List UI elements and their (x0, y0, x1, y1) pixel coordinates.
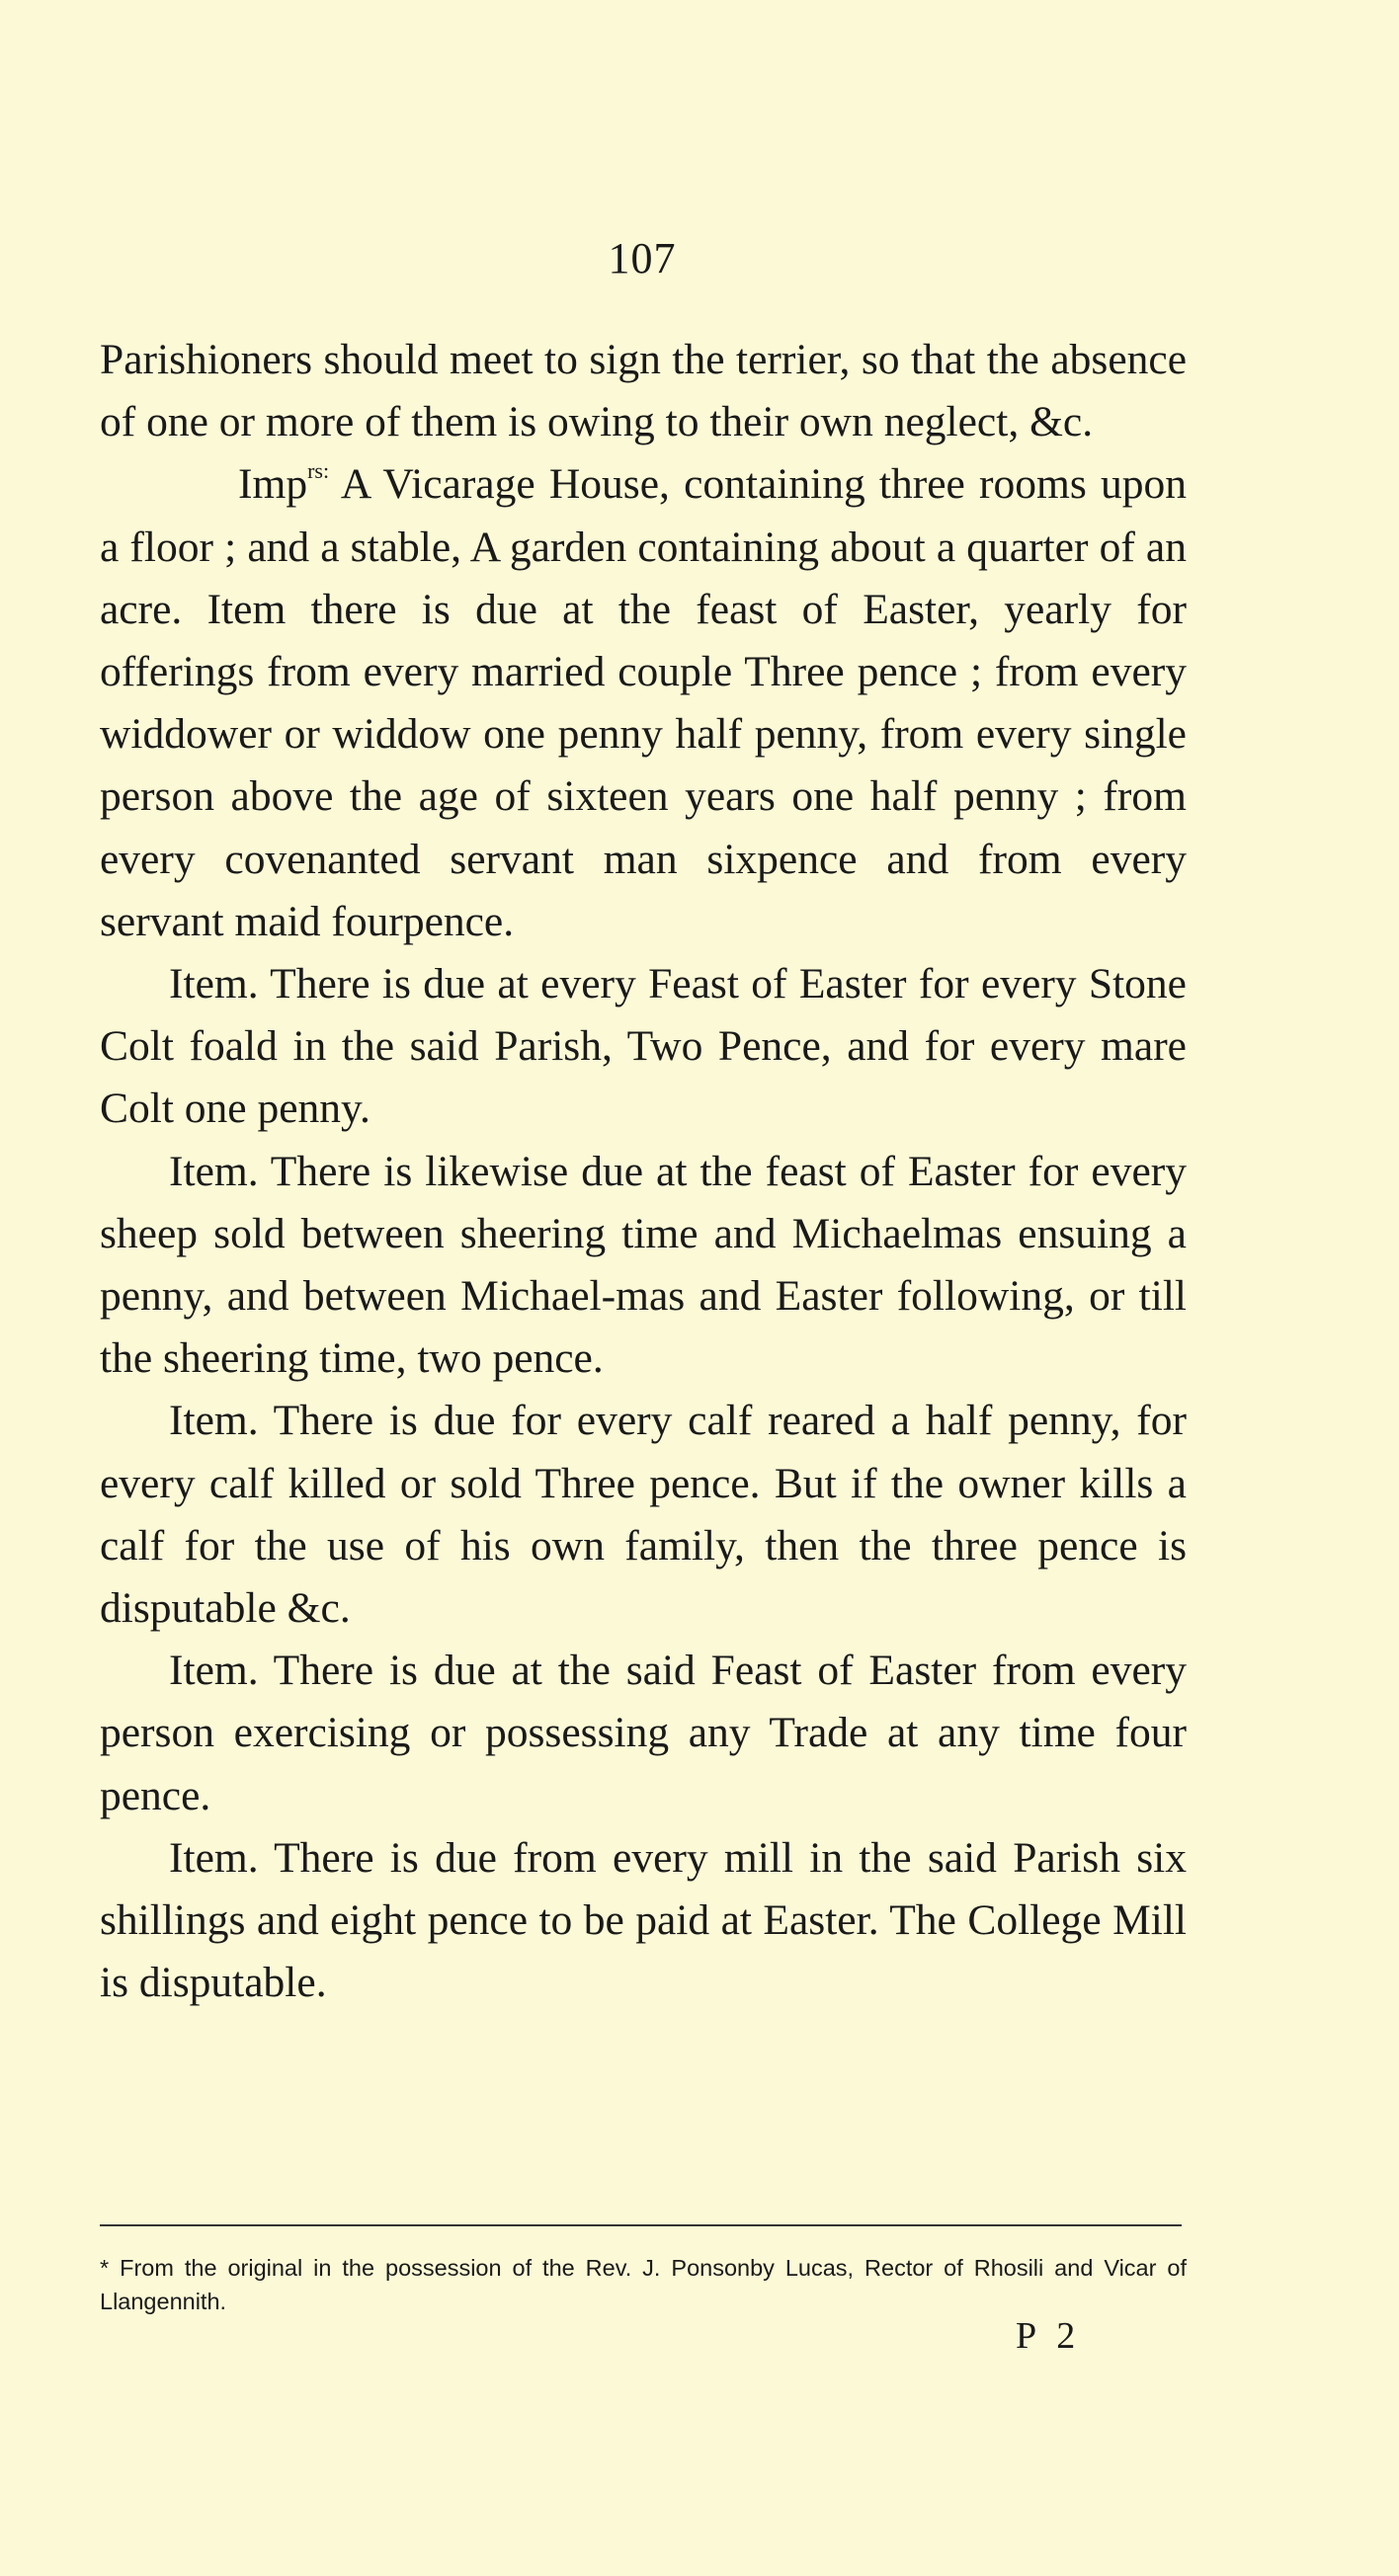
paragraph-mill: Item. There is due from every mill in the said Parish six shillings and eight pence to be paid at Easter. The College Mill is disputable. (100, 1833, 1187, 2007)
paragraph-intro: Parishioners should meet to sign the terrier, so that the absence of one or more of them is owing to their own neglect, &c. (100, 336, 1187, 446)
signature-mark: P 2 (1016, 2315, 1082, 2357)
imprimis-abbr-base: Imp (238, 460, 308, 509)
paragraph-vicarage-text: A Vicarage House, containing three rooms upon a floor ; and a stable, A garden containing about a quarter of an acre. Item there is due at the feast of Easter, yearly for offerings from every married couple Three pence ; from every widdower or widdow one penny half penny, from every single person above the age of sixteen years one half penny ; from every covenanted servant man sixpence and from every servant maid fourpence. (100, 460, 1187, 945)
page-number: 107 (608, 234, 677, 282)
imprimis-abbreviation (169, 453, 329, 516)
footnote-divider (100, 2224, 1182, 2226)
paragraph-colt: Item. There is due at every Feast of Easter for every Stone Colt foald in the said Parish, Two Pence, and for every mare Colt one penny. (100, 960, 1187, 1133)
imprimis-abbr-sup-colon: : (322, 458, 330, 484)
body-text (100, 329, 1187, 2014)
paragraph-vicarage (100, 453, 1187, 953)
footnote: * From the original in the possession of the Rev. J. Ponsonby Lucas, Rector of Rhosili and Vicar of Llangennith. (100, 2255, 1187, 2314)
paragraph-calf: Item. There is due for every calf reared a half penny, for every calf killed or sold Three pence. But if the owner kills a calf for the use of his own family, then the three pence is disputable &c. (100, 1397, 1187, 1633)
paragraph-sheep: Item. There is likewise due at the feast of Easter for every sheep sold between sheering time and Michaelmas ensuing a penny, and between Michael-mas and Easter following, or till the sheering time, two pence. (100, 1147, 1187, 1383)
paragraph-trade: Item. There is due at the said Feast of Easter from every person exercising or possessing any Trade at any time four pence. (100, 1647, 1187, 1819)
imprimis-abbr-superscript (307, 458, 329, 483)
imprimis-abbr-sup-letters: rs (307, 458, 323, 484)
